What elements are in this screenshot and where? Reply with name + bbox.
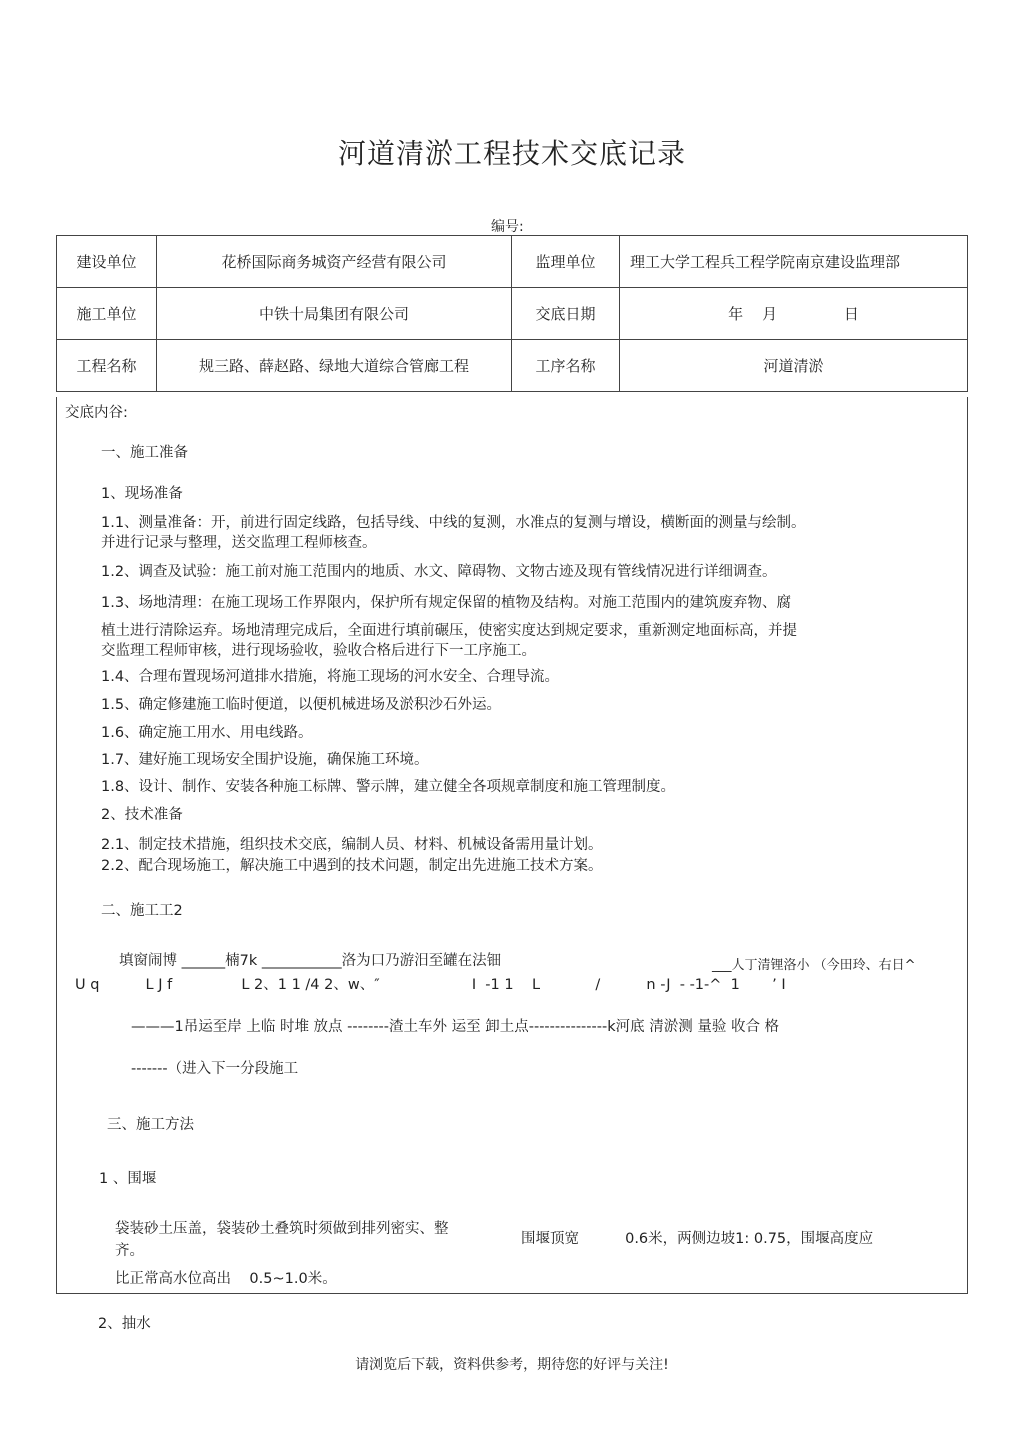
paragraph-line: 植土进行清除运弃。场地清理完成后，全面进行填前碾压，使密实度达到规定要求，重新测定地面标高，并提 — [101, 623, 797, 639]
table-row — [57, 340, 968, 392]
paragraph-line: 填窗闹博 ______楠7k ___________洛为口乃游汨至罐在法钿 — [119, 953, 502, 969]
label-project-name: 工程名称 — [57, 340, 157, 392]
paragraph-line: 围堰顶宽 0.6米，两侧边坡1: 0.75，围堰高度应 — [521, 1231, 874, 1247]
value-supervision-unit: 理工大学工程兵工程学院南京建设监理部 — [620, 236, 968, 288]
section-heading: 三、施工方法 — [107, 1117, 194, 1133]
process-flow-line: ———1吊运至岸 上临 时堆 放点 --------渣土车外 运至 卸土点---------------k河底 清淤测 量验 收合 格 — [131, 1019, 780, 1035]
value-process-name: 河道清淤 — [620, 340, 968, 392]
label-construction-unit: 建设单位 — [57, 236, 157, 288]
paragraph-line: 1.8、设计、制作、安装各种施工标牌、警示牌，建立健全各项规章制度和施工管理制度。 — [101, 779, 676, 795]
paragraph-line: 1.3、场地清理：在施工现场工作界限内，保护所有规定保留的植物及结构。对施工范围内的建筑废弃物、腐 — [101, 595, 792, 611]
value-contractor: 中铁十局集团有限公司 — [157, 288, 512, 340]
table-row — [57, 288, 968, 340]
label-contractor: 施工单位 — [57, 288, 157, 340]
paragraph-line: ___人丁清锂洛小 （今田玲、右日^ — [712, 958, 916, 973]
paragraph-line: 交监理工程师审核，进行现场验收，验收合格后进行下一工序施工。 — [101, 643, 536, 659]
paragraph-line: 齐。 — [115, 1243, 144, 1259]
paragraph-line: 1.4、合理布置现场河道排水措施，将施工现场的河水安全、合理导流。 — [101, 669, 560, 685]
process-flow-line: -------（进入下一分段施工 — [131, 1061, 299, 1077]
subsection-heading: 2、抽水 — [98, 1316, 151, 1332]
paragraph-line: 1.2、调查及试验：施工前对施工范围内的地质、水文、障碍物、文物古迹及现有管线情况进行详细调查。 — [101, 564, 777, 580]
paragraph-line: 比正常高水位高出 0.5~1.0米。 — [115, 1271, 337, 1287]
paragraph-line: U q L J f L 2、1 1 /4 2、w、″ I -1 1 L / n -J - -1-^ 1 ’ I — [75, 977, 786, 993]
briefing-content — [56, 397, 968, 1294]
serial-number-label: 编号: — [491, 219, 524, 235]
section-heading: 二、施工工2 — [101, 903, 183, 919]
section-heading: 一、施工准备 — [101, 445, 188, 461]
label-supervision-unit: 监理单位 — [512, 236, 620, 288]
content-heading: 交底内谷: — [65, 405, 128, 421]
value-briefing-date: 年 月 日 — [620, 288, 968, 340]
paragraph-line: 袋装砂土压盖，袋装砂土叠筑时须做到排列密实、整 — [115, 1221, 449, 1237]
value-construction-unit: 花桥国际商务城资产经营有限公司 — [157, 236, 512, 288]
paragraph-line: 1.7、建好施工现场安全围护设施，确保施工环境。 — [101, 752, 429, 768]
paragraph-line: 1.6、确定施工用水、用电线路。 — [101, 725, 313, 741]
subsection-heading: 1、现场准备 — [101, 486, 183, 502]
paragraph-line: 2.1、制定技术措施，组织技术交底，编制人员、材料、机械设备需用量计划。 — [101, 837, 603, 853]
paragraph-line: 2.2、配合现场施工，解决施工中遇到的技术问题，制定出先进施工技术方案。 — [101, 858, 603, 874]
label-briefing-date: 交底日期 — [512, 288, 620, 340]
subsection-heading: 2、技术准备 — [101, 807, 183, 823]
value-project-name: 规三路、薛赵路、绿地大道综合管廊工程 — [157, 340, 512, 392]
subsection-heading: 1 、围堰 — [99, 1171, 157, 1187]
table-row — [57, 236, 968, 288]
paragraph-line: 1.5、确定修建施工临时便道，以便机械进场及淤积沙石外运。 — [101, 697, 502, 713]
paragraph-line: 并进行记录与整理，送交监理工程师核查。 — [101, 535, 377, 551]
header-table — [56, 235, 968, 392]
page-title: 河道清淤工程技术交底记录 — [337, 137, 686, 170]
paragraph-line: 1.1、测量准备：开，前进行固定线路，包括导线、中线的复测，水准点的复测与增设，横断面的测量与绘制。 — [101, 515, 806, 531]
label-process-name: 工序名称 — [512, 340, 620, 392]
footer-note: 请浏览后下载，资料供参考，期待您的好评与关注! — [355, 1357, 669, 1373]
